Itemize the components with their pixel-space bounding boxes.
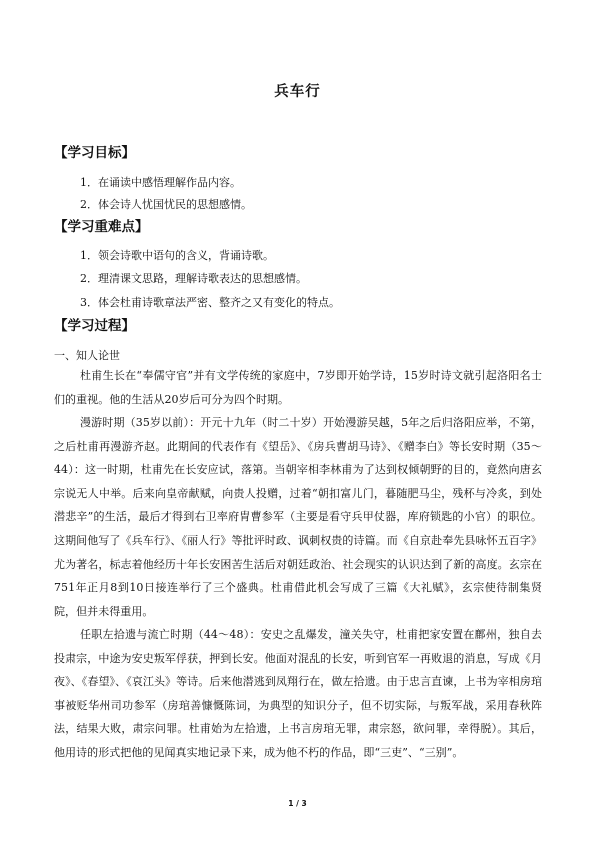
objective-item-2: 2．体会诗人忧国忧民的思想感情。: [80, 198, 252, 211]
objective-item-1: 1．在诵读中感悟理解作品内容。: [80, 176, 241, 189]
subheading-author-background: 一、知人论世: [54, 349, 120, 362]
key-point-item-1: 1．领会诗歌中语句的含义，背诵诗歌。: [80, 249, 274, 262]
document-title: 兵车行: [274, 84, 321, 100]
section-heading-objectives: 【学习目标】: [54, 145, 135, 161]
key-point-item-3: 3．体会杜甫诗歌章法严密、整齐之又有变化的特点。: [80, 296, 340, 309]
paragraph-official-and-exile: 任职左拾遗与流亡时期（44～48）：安史之乱爆发，潼关失守，杜甫把家安置在鄜州，独自去投肃宗，中途为安史叛军俘获，押到长安。他面对混乱的长安，听到官军一再败退的消息，写成《月夜》、《春望》、《哀江头》等诗。后来他潜逃到凤翔行在，做左拾遗。由于忠言直谏，上书为宰相房琯事被贬华州司功参军（房琯善慷慨陈词，为典型的知识分子，但不切实际，与叛军战，采用春秋阵法，结果大败，肃宗问罪。杜甫始为左拾遗，上书言房琯无罪，肃宗怒，欲问罪，幸得脱）。其后，他用诗的形式把他的见闻真实地记录下来，成为他不朽的作品，即“三吏”、“三别”。: [54, 628, 542, 759]
section-heading-key-points: 【学习重难点】: [54, 219, 149, 235]
key-point-item-2: 2．理清课文思路，理解诗歌表达的思想感情。: [80, 272, 307, 285]
paragraph-wandering-and-changan: 漫游时期（35岁以前）：开元十九年（时二十岁）开始漫游吴越，5年之后归洛阳应举，不第，之后杜甫再漫游齐赵。此期间的代表作有《望岳》、《房兵曹胡马诗》、《赠李白》等长安时期（35～44）：这一时期，杜甫先在长安应试，落第。当朝宰相李林甫为了达到权倾朝野的目的，竟然向唐玄宗说无人中举。后来向皇帝献赋，向贵人投赠，过着“朝扣富儿门，暮随肥马尘，残杯与冷炙，到处潜悲辛”的生活，最后才得到右卫率府胄曹参军（主要是看守兵甲仗器，库府锁匙的小官）的职位。这期间他写了《兵车行》、《丽人行》等批评时政、讽刺权贵的诗篇。而《自京赴奉先县咏怀五百字》尤为著名，标志着他经历十年长安困苦生活后对朝廷政治、社会现实的认识达到了新的高度。玄宗在751年正月8到10日接连举行了三个盛典。杜甫借此机会写成了三篇《大礼赋》，玄宗使待制集贤院，但并未得重用。: [54, 416, 542, 618]
page-number: 1 / 3: [288, 799, 307, 808]
paragraph-family-background: 杜甫生长在“奉儒守官”并有文学传统的家庭中，7岁即开始学诗，15岁时诗文就引起洛阳名士们的重视。他的生活从20岁后可分为四个时期。: [54, 369, 542, 406]
section-heading-process: 【学习过程】: [54, 318, 135, 334]
